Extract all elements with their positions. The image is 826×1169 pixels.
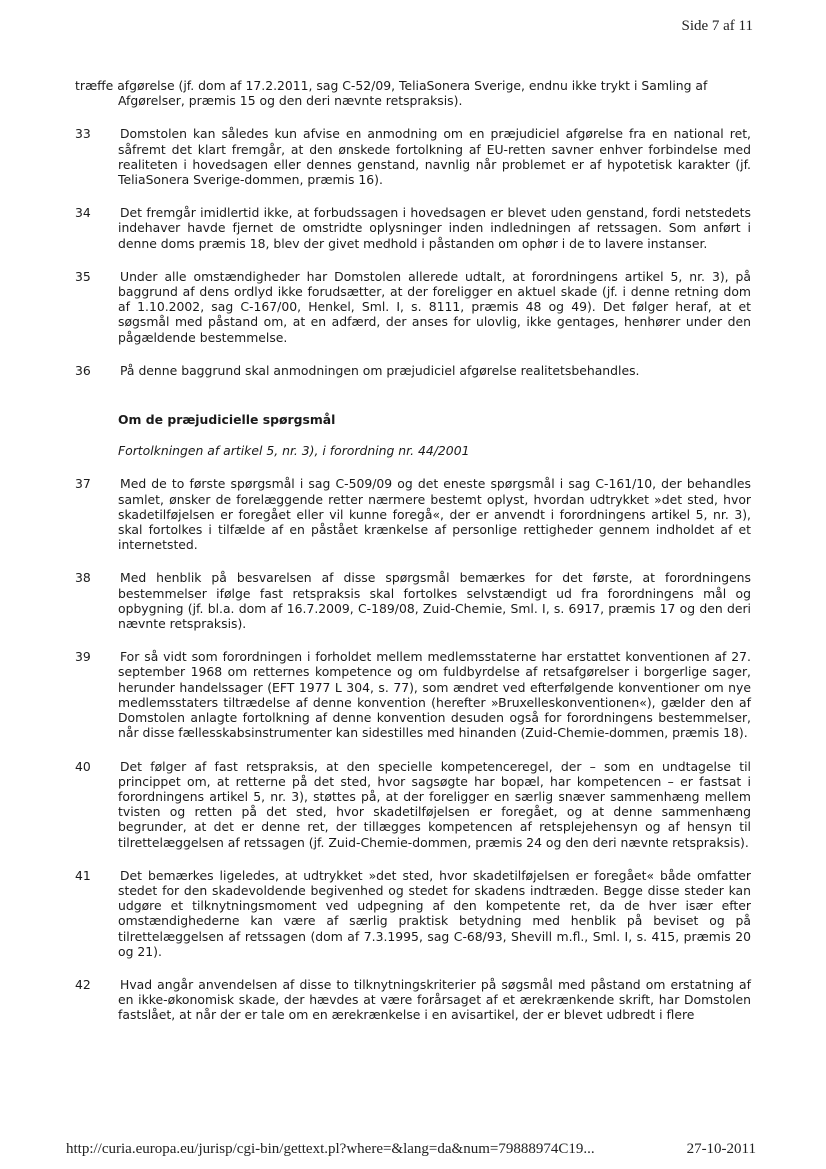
paragraph-41 [75,868,751,959]
paragraph-40 [75,759,751,850]
paragraph-38 [75,570,751,631]
paragraph-33 [75,126,751,187]
paragraph-text: Det fremgår imidlertid ikke, at forbudssagen i hovedsagen er blevet uden genstand, fordi netstedets indehaver havde fjernet de omstridte oplysninger inden indledningen af retssagen. Som anført i denne doms præmis 18, blev der givet medhold i påstanden om ophør i de to lavere instanser. [118,205,751,251]
paragraph-text: Hvad angår anvendelsen af disse to tilknytningskriterier på søgsmål med påstand om erstatning af en ikke-økonomisk skade, der hævdes at være forårsaget af et ærekrænkende skrift, har Domstolen fastslået, at når der er tale om en ærekrænkelse i en avisartikel, der er blevet udbredt i flere [118,976,751,1023]
paragraph-34 [75,205,751,251]
paragraph-number: 35 [75,268,91,284]
page-footer [66,1141,756,1158]
paragraph-number: 37 [75,476,91,492]
paragraph-text: Domstolen kan således kun afvise en anmodning om en præjudiciel afgørelse fra en national ret, såfremt det klart fremgår, at den ønskede fortolkning af EU-retten savner enhver forbindelse med realiteten i hovedsagen eller dennes genstand, navnlig når problemet er af hypotetisk karakter (jf. TeliaSonera Sverige-dommen, præmis 16). [118,126,751,188]
paragraph-39 [75,649,751,740]
page-number-header: Side 7 af 11 [681,18,753,34]
paragraph-number: 38 [75,570,91,586]
paragraph-35 [75,269,751,345]
section-heading: Om de præjudicielle spørgsmål [118,412,336,428]
paragraph-number: 34 [75,205,91,221]
paragraph-number: 33 [75,126,91,142]
paragraph-number: 40 [75,758,91,774]
paragraph-text: For så vidt som forordningen i forholdet mellem medlemsstaterne har erstattet konventionen af 27. september 1968 om retternes kompetence og om fuldbyrdelse af retsafgørelser i borgerlige sager, herunder handelssager (EFT 1977 L 304, s. 77), som ændret ved efterfølgende konventioner om nye medlemsstaters tiltrædelse af denne konvention (herefter »Bruxelleskonventionen«), gælder den af Domstolen anlagte fortolkning af denne konvention desuden også for forordningens bestemmelser, når disse fællesskabsinstrumenter kan sidestilles med hinanden (Zuid-Chemie-dommen, præmis 18). [118,649,751,741]
document-body [75,78,751,1023]
paragraph-36 [75,363,751,378]
paragraph-text: Det bemærkes ligeledes, at udtrykket »det sted, hvor skadetilføjelsen er foregået« både omfatter stedet for den skadevoldende begivenhed og stedet for skadens indtræden. Begge disse steder kan udgøre et tilknytningsmoment ved udpegning af den kompetente ret, da de hver især efter omstændighederne kan være af særlig praktisk betydning med henblik på beviset og på tilrettelæggelsen af retssagen (dom af 7.3.1995, sag C-68/93, Shevill m.fl., Sml. I, s. 415, præmis 20 og 21). [118,867,751,959]
continued-paragraph: træffe afgørelse (jf. dom af 17.2.2011, sag C-52/09, TeliaSonera Sverige, endnu ikke trykt i Samling af Afgørelser, præmis 15 og den deri nævnte retspraksis). [75,78,708,109]
paragraph-text: På denne baggrund skal anmodningen om præjudiciel afgørelse realitetsbehandles. [120,362,640,378]
paragraph-text: Det følger af fast retspraksis, at den specielle kompetenceregel, der – som en undtagelse til princippet om, at retterne på det sted, hvor sagsøgte har bopæl, har kompetencen – er fastsat i forordningens artikel 5, nr. 3), støttes på, at der foreligger en særlig snæver sammenhæng mellem tvisten og retten på det sted, hvor skadetilføjelsen er foregået, og at denne sammenhæng begrunder, at det er denne ret, der tillægges kompetencen af retsplejehensyn og af hensyn til tilrettelæggelsen af retssagen (jf. Zuid-Chemie-dommen, præmis 24 og den deri nævnte retspraksis). [118,758,751,850]
paragraph-37 [75,476,751,552]
paragraph-42 [75,977,751,1023]
paragraph-text: Med henblik på besvarelsen af disse spørgsmål bemærkes for det første, at forordningens bestemmelser ifølge fast retspraksis skal fortolkes selvstændigt ud fra forordningens mål og opbygning (jf. bl.a. dom af 16.7.2009, C-189/08, Zuid-Chemie, Sml. I, s. 6917, præmis 17 og den deri nævnte retspraksis). [118,570,751,632]
paragraph-number: 39 [75,649,91,665]
section-subheading: Fortolkningen af artikel 5, nr. 3), i forordning nr. 44/2001 [118,443,470,459]
paragraph-text: Under alle omstændigheder har Domstolen allerede udtalt, at forordningens artikel 5, nr. 3), på baggrund af dens ordlyd ikke forudsætter, at der foreligger en aktuel skade (jf. i denne retning dom af 1.10.2002, sag C-167/00, Henkel, Sml. I, s. 8111, præmis 48 og 49). Det følger heraf, at et søgsmål med påstand om, at en adfærd, der anses for ulovlig, ikke gentages, henhører under den pågældende bestemmelse. [118,268,751,345]
paragraph-text: Med de to første spørgsmål i sag C-509/09 og det eneste spørgsmål i sag C-161/10, der behandles samlet, ønsker de forelæggende retter nærmere bestemt oplyst, hvordan udtrykket »det sted, hvor skadetilføjelsen er foregået eller vil kunne foregå«, der er anvendt i forordningens artikel 5, nr. 3), skal fortolkes i tilfælde af en påstået krænkelse af personlige rettigheder gennem indholdet af et internetsted. [118,476,751,553]
paragraph-number: 36 [75,362,91,378]
source-url: http://curia.europa.eu/jurisp/cgi-bin/gettext.pl?where=&lang=da&num=79888974C19... [66,1141,595,1157]
paragraph-number: 42 [75,976,91,992]
print-date: 27-10-2011 [686,1141,756,1157]
paragraph-number: 41 [75,867,91,883]
